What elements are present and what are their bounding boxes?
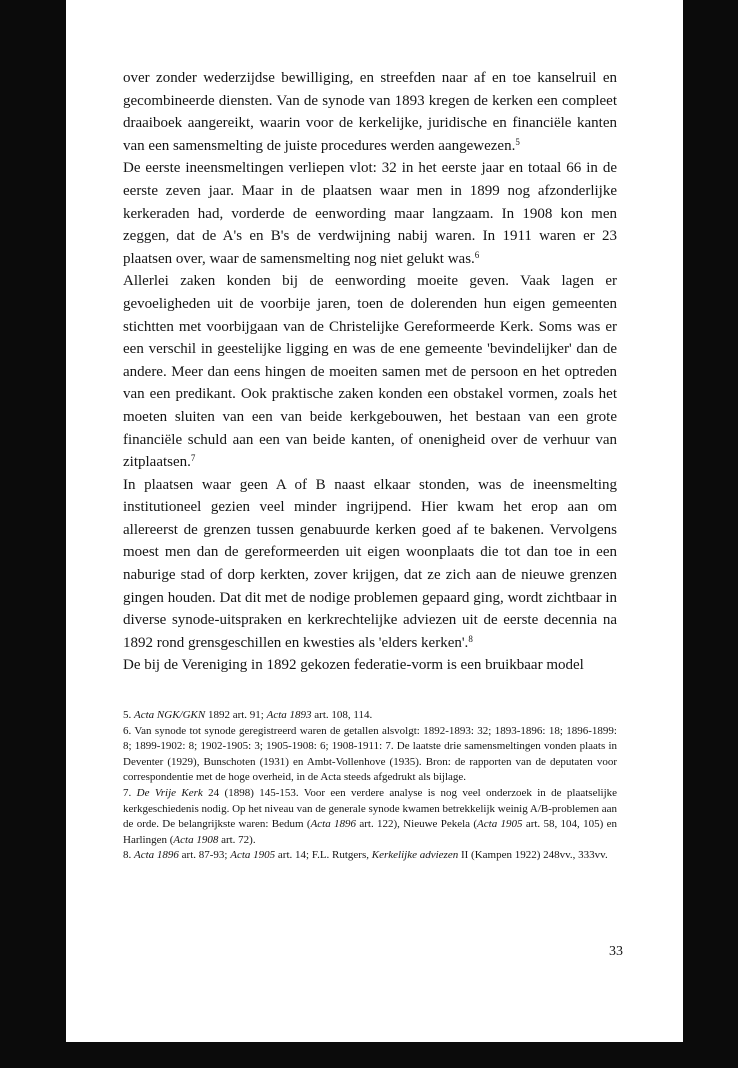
footnote-8-text-3: II (Kampen 1922) 248vv., 333vv. [458, 849, 608, 862]
footnote-5 [123, 708, 617, 724]
paragraph-3 [123, 270, 617, 473]
paragraph-2 [123, 157, 617, 270]
footnote-5-title-2: Acta 1893 [266, 709, 312, 721]
footnote-ref-7: 7 [190, 453, 196, 464]
paragraph-1 [123, 67, 617, 157]
scan-border-left [0, 0, 66, 1068]
footnote-ref-6: 6 [474, 249, 480, 260]
page-number: 33 [609, 944, 623, 959]
paragraph-2-text: De eerste ineensmeltingen verliepen vlot: 32 in het eerste jaar en totaal 66 in de eerste zeven jaar. Maar in de plaatsen waar men in 1899 nog afzonderlijke kerkeraden had, vorderde de eenwording maar langzaam. In 1908 kon men zeggen, dat de A's en B's de verdwijning nabij waren. In 1911 waren er 23 plaatsen over, waar de samensmelting nog niet gelukt was. [123, 160, 617, 267]
footnote-7-title-4: Acta 1908 [173, 833, 219, 846]
footnote-5-text-1: 1892 art. 91; [205, 709, 267, 721]
paragraph-5 [123, 654, 617, 677]
book-page [66, 0, 683, 1042]
footnote-8-number: 8. [123, 849, 132, 862]
footnote-8-text-2: art. 14; F.L. Rutgers, [275, 849, 372, 862]
paragraph-5-text: De bij de Vereniging in 1892 gekozen federatie-vorm is een bruikbaar model [123, 657, 584, 674]
scan-border-right [683, 0, 738, 1068]
footnote-ref-8: 8 [468, 633, 473, 644]
footnotes [123, 708, 617, 864]
footnote-7-text-3: art. 58, 104, 105) en Harlingen ( [123, 818, 617, 846]
paragraph-3-text: Allerlei zaken konden bij de eenwording moeite geven. Vaak lagen er gevoeligheden uit de voorbije jaren, toen de dolerenden hun eigen gemeenten stichtten met voorbijgaan van de Christelijke Gereformeerde Kerk. Soms was er een verschil in geestelijke ligging en was de ene gemeente 'bevindelijker' dan de andere. Meer dan eens hingen de moeiten samen met de persoon en het optreden van een predikant. Ook praktische zaken konden een obstakel vormen, zoals het moeten sluiten van een van beide kerkgebouwen, het bestaan van een grote financiële schuld aan een van beide kanten, of onenigheid over de verhuur van zitplaatsen. [123, 273, 617, 471]
footnote-5-number: 5. [123, 709, 132, 721]
footnote-7-text-2: art. 122), Nieuwe Pekela ( [356, 818, 478, 831]
footnote-7-number: 7. [123, 786, 132, 799]
footnote-8-title-3: Kerkelijke adviezen [371, 849, 459, 862]
footnote-7-title-3: Acta 1905 [477, 818, 523, 831]
footnote-ref-5: 5 [515, 136, 520, 147]
paragraph-4 [123, 474, 617, 655]
footnote-8-text-1: art. 87-93; [178, 849, 231, 862]
footnote-7-title-1: De Vrije Kerk [136, 786, 203, 799]
footnote-5-title-1: Acta NGK/GKN [134, 709, 206, 721]
paragraph-4-text: In plaatsen waar geen A of B naast elkaar stonden, was de ineensmelting institutioneel gezien veel minder ingrijpend. Hier kwam het erop aan om allereerst de grenzen tussen genabuurde kerken goed af te bakenen. Vervolgens moest men dan de gereformeerden uit eigen woonplaats die tot dan toe in een naburige stad of dorp kerkten, zover krijgen, dat ze zich aan de nieuwe grenzen gingen houden. Dat dit met de nodige problemen gepaard ging, wordt zichtbaar in diverse synode-uitspraken en kerkrechtelijke adviezen uit de eerste decennia na 1892 rond grensgeschillen en kwesties als 'elders kerken'. [123, 476, 617, 651]
scan-border-bottom [0, 1042, 738, 1068]
footnote-8-title-1: Acta 1896 [134, 849, 179, 862]
footnote-8-title-2: Acta 1905 [230, 849, 276, 862]
footnote-7-text-1: 24 (1898) 145-153. Voor een verdere analyse is nog veel onderzoek in de plaatselijke kerkgeschiedenis nodig. Op het niveau van de generale synode kwamen betrekkelijk weinig A/B-problemen aan de orde. De belangrijkste waren: Bedum ( [123, 786, 618, 831]
footnote-6: 6. Van synode tot synode geregistreerd waren de getallen alsvolgt: 1892-1893: 32; 1893-1896: 18; 1896-1899: 8; 1899-1902: 8; 1902-1905: 3; 1905-1908: 6; 1908-1911: 7. De laatste drie samensmeltingen vonden plaats in Deventer (1929), Bunschoten (1931) en Ambt-Vollenhove (1935). Bron: de rapporten van de deputaten voor correspondentie met de hoge overheid, in de Acta steeds afgedrukt als bijlage. [123, 724, 617, 784]
footnote-7 [123, 786, 617, 848]
footnote-7-text-4: art. 72). [218, 833, 256, 846]
paragraph-1-text: over zonder wederzijdse bewilliging, en streefden naar af en toe kanselruil en gecombineerde diensten. Van de synode van 1893 kregen de kerken een compleet draaiboek aangereikt, waarin voor de kerkelijke, juridische en financiële kanten van een samensmelting de juiste procedures werden aangewezen. [123, 70, 617, 154]
footnote-8 [123, 848, 617, 864]
footnote-5-text-2: art. 108, 114. [311, 709, 373, 721]
body-text [123, 67, 617, 677]
footnote-7-title-2: Acta 1896 [310, 818, 357, 831]
